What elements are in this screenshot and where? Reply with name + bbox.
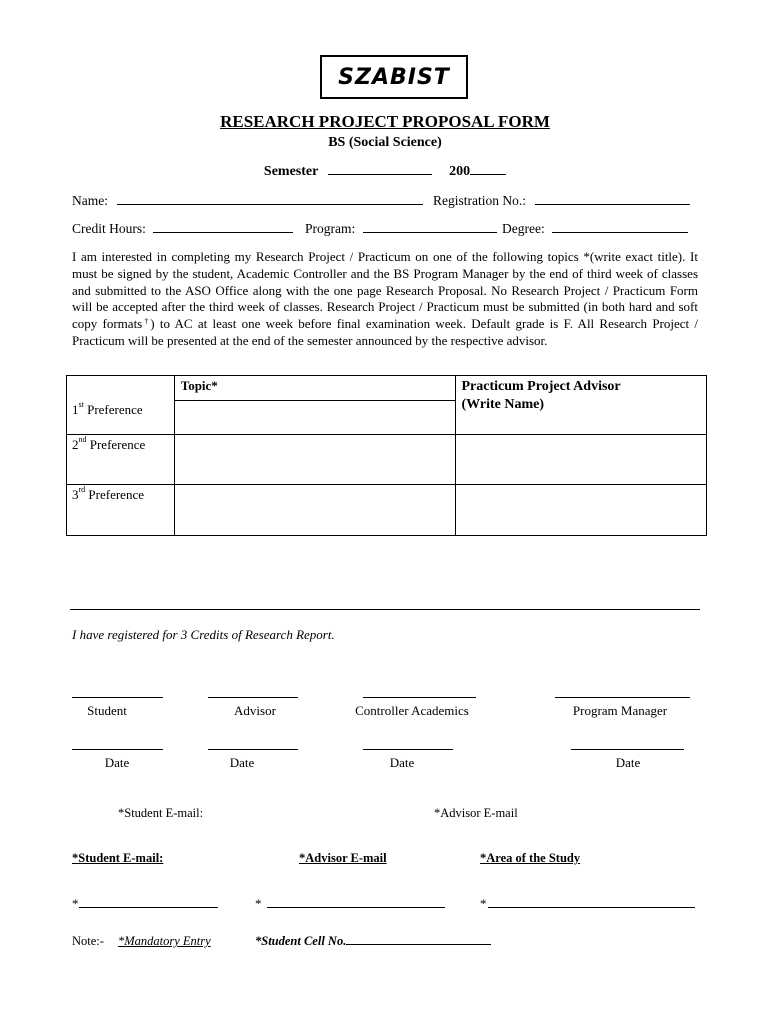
header-empty-cell — [67, 376, 175, 401]
logo-box — [320, 55, 468, 99]
controller-signature-line[interactable] — [363, 697, 476, 698]
student-email-label: *Student E-mail: — [118, 806, 204, 820]
preferences-table — [66, 375, 707, 536]
instructions-paragraph — [72, 249, 698, 350]
table-header-row — [67, 376, 707, 401]
student-cell-field[interactable] — [346, 944, 491, 945]
divider — [70, 609, 700, 610]
topic-header: Topic* — [174, 376, 456, 401]
name-field[interactable] — [117, 204, 423, 205]
instructions-text-part1: I am interested in completing my Research Project / Practicum on one of the following topics *(write exact title). It must be signed by the student, Academic Controller and the BS Program Manager by the end of third week of classes and submitted to the ASO Office along with the one page Research Proposal. No Research Project / Practicum Form will be accepted after the third week of classes. Research Project / Practicum must be submitted (in both hard and soft copy formats — [72, 249, 698, 332]
logo: SZABIST — [338, 64, 450, 90]
pref-sup: rd — [78, 485, 86, 494]
mandatory-entry-note: *Mandatory Entry — [118, 934, 211, 948]
semester-year-field[interactable] — [470, 174, 506, 175]
table-row — [67, 435, 707, 485]
preference-label-cell — [67, 400, 175, 435]
manager-date-label: Date — [615, 755, 641, 770]
semester-field[interactable] — [328, 174, 432, 175]
student-email-field[interactable] — [79, 907, 218, 908]
advisor-email-bold-label: *Advisor E-mail — [299, 851, 387, 865]
credit-hours-row — [72, 221, 293, 237]
semester-label: Semester — [263, 164, 319, 179]
table-row — [67, 485, 707, 536]
credits-statement: I have registered for 3 Credits of Research Report. — [72, 627, 335, 642]
registration-label: Registration No.: — [433, 193, 526, 208]
advisor-field-3[interactable] — [456, 485, 707, 536]
program-row — [305, 221, 497, 237]
area-of-study-label: *Area of the Study — [480, 851, 581, 865]
advisor-field-2[interactable] — [456, 435, 707, 485]
pref-num: 2 — [72, 437, 79, 452]
advisor-header-cell — [456, 376, 707, 435]
advisor-header-line2: (Write Name) — [461, 397, 545, 412]
preference-label-cell — [67, 485, 175, 536]
area-of-study-field-row — [480, 896, 695, 912]
name-label: Name: — [72, 193, 108, 208]
advisor-header-line1: Practicum Project Advisor — [461, 379, 621, 394]
area-of-study-field[interactable] — [488, 907, 695, 908]
advisor-signature-line[interactable] — [208, 697, 298, 698]
registration-field[interactable] — [535, 204, 690, 205]
manager-signature-line[interactable] — [555, 697, 690, 698]
credit-hours-field[interactable] — [153, 232, 293, 233]
degree-row — [502, 221, 688, 237]
manager-date-line[interactable] — [571, 749, 684, 750]
student-date-label: Date — [104, 755, 130, 770]
semester-row — [0, 164, 770, 180]
asterisk: * — [255, 896, 262, 911]
semester-year: 200 — [449, 164, 471, 179]
note-label: Note:- — [72, 934, 104, 948]
advisor-date-label: Date — [229, 755, 255, 770]
manager-signature-label: Program Manager — [572, 703, 668, 718]
page-subtitle: BS (Social Science) — [328, 135, 442, 150]
name-row — [72, 193, 423, 209]
advisor-date-line[interactable] — [208, 749, 298, 750]
pref-num: 1 — [72, 402, 79, 417]
asterisk: * — [480, 896, 487, 911]
program-label: Program: — [305, 221, 356, 236]
controller-date-line[interactable] — [363, 749, 453, 750]
advisor-email-field-row — [255, 896, 445, 912]
student-cell-row — [255, 934, 491, 949]
asterisk: * — [72, 896, 79, 911]
student-signature-line[interactable] — [72, 697, 163, 698]
student-cell-label: *Student Cell No. — [255, 934, 347, 948]
degree-field[interactable] — [552, 232, 688, 233]
instructions-text-part2: ) to AC at least one week before final examination week. Default grade is F. All Research Project / Practicum will be presented at the end of the semester announced by the respective advisor. — [72, 316, 699, 348]
student-date-line[interactable] — [72, 749, 163, 750]
degree-label: Degree: — [502, 221, 545, 236]
student-signature-label: Student — [87, 703, 127, 718]
advisor-email-field[interactable] — [267, 907, 445, 908]
pref-label: Preference — [87, 402, 143, 417]
topic-field-1[interactable] — [174, 400, 456, 435]
preference-label-cell — [67, 435, 175, 485]
pref-num: 3 — [72, 487, 79, 502]
advisor-signature-label: Advisor — [234, 703, 276, 718]
program-field[interactable] — [363, 232, 497, 233]
topic-field-2[interactable] — [174, 435, 456, 485]
page-title: RESEARCH PROJECT PROPOSAL FORM — [220, 112, 550, 131]
pref-label: Preference — [88, 487, 144, 502]
dagger-mark: † — [142, 317, 151, 327]
registration-row — [433, 193, 690, 209]
controller-signature-label: Controller Academics — [355, 703, 469, 718]
pref-label: Preference — [89, 437, 146, 452]
controller-date-label: Date — [389, 755, 415, 770]
student-email-bold-label: *Student E-mail: — [72, 851, 164, 865]
topic-field-3[interactable] — [174, 485, 456, 536]
pref-sup: st — [78, 400, 84, 409]
advisor-email-label: *Advisor E-mail — [434, 806, 518, 820]
student-email-field-row — [72, 896, 218, 912]
credit-hours-label: Credit Hours: — [72, 221, 146, 236]
pref-sup: nd — [78, 435, 87, 444]
